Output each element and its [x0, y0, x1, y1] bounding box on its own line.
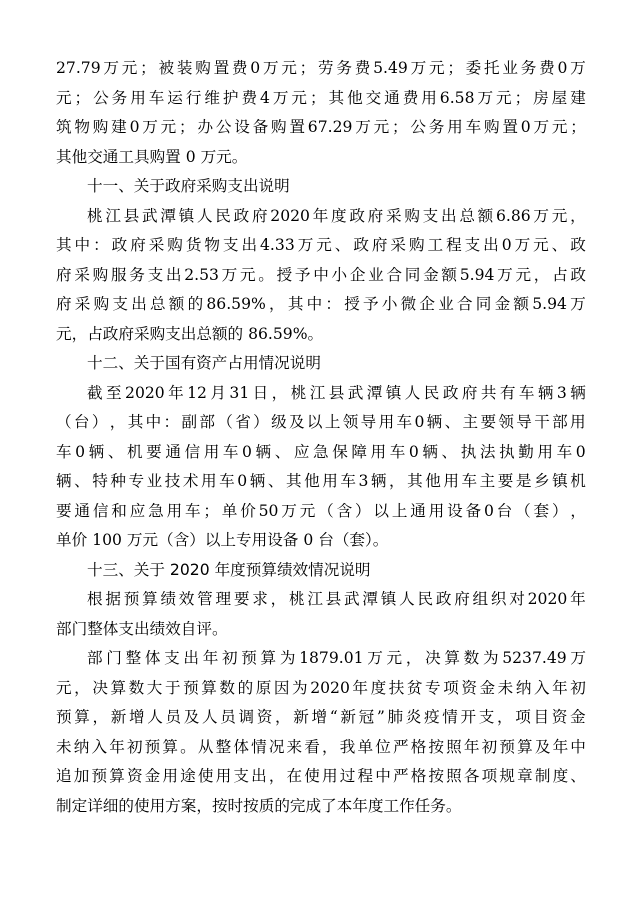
paragraph-line: 辆 、 特 种 专 业 技 术 用 车 0 辆 、 其 他 用 车 3 辆 ， 其 他 用 车 主 要 是 乡 镇 机: [56, 472, 586, 490]
paragraph-line: 部 门 整 体 支 出 年 初 预 算 为 1879.01 万 元 ， 决 算 数 为 5237.49 万: [87, 649, 586, 667]
paragraph-line: 车 0 辆 、 机 要 通 信 用 车 0 辆 、 应 急 保 障 用 车 0 辆 、 执 法 执 勤 用 车 0: [56, 442, 586, 461]
paragraph-line: 追 加 预 算 资 金 用 途 使 用 支 出 ， 在 使 用 过 程 中 严 格 按 照 各 项 规 章 制 度 、: [56, 767, 586, 785]
paragraph-line: 27.79 万 元 ； 被 装 购 置 费 0 万 元 ； 劳 务 费 5.49 万 元 ； 委 托 业 务 费 0 万: [56, 59, 586, 77]
paragraph-line: 未 纳 入 年 初 预 算 。 从 整 体 情 况 来 看 ， 我 单 位 严 格 按 照 年 初 预 算 及 年 中: [56, 737, 586, 756]
paragraph-line: 部门整体支出绩效自评。: [56, 619, 228, 638]
paragraph-line: 元，占政府采购支出总额的 86.59%。: [56, 324, 324, 343]
paragraph-line: 其 中 ： 政 府 采 购 货 物 支 出 4.33 万 元 、 政 府 采 购 工 程 支 出 0 万 元 、 政: [56, 236, 586, 254]
paragraph-line: 其他交通工具购置 0 万元。: [56, 147, 248, 166]
paragraph-line: 筑 物 购 建 0 万 元 ； 办 公 设 备 购 置 67.29 万 元 ； 公 务 用 车 购 置 0 万 元 ；: [56, 118, 586, 136]
section-heading: 十三、关于 2020 年度预算绩效情况说明: [87, 560, 371, 579]
paragraph-line: 要 通 信 和 应 急 用 车 ； 单 价 50 万 元 （ 含 ） 以 上 通 用 设 备 0 台 （ 套 ） ，: [56, 501, 586, 520]
section-heading: 十二、关于国有资产占用情况说明: [87, 354, 321, 372]
paragraph-line: 元 ； 公 务 用 车 运 行 维 护 费 4 万 元 ； 其 他 交 通 费 用 6.58 万 元 ； 房 屋 建: [56, 88, 586, 107]
paragraph-line: 元 ， 决 算 数 大 于 预 算 数 的 原 因 为 2020 年 度 扶 贫 专 项 资 金 未 纳 入 年 初: [56, 678, 586, 697]
paragraph-line: 截 至 2020 年 12 月 31 日 ， 桃 江 县 武 潭 镇 人 民 政 府 共 有 车 辆 3 辆: [87, 383, 586, 402]
paragraph-line: 桃 江 县 武 潭 镇 人 民 政 府 2020 年 度 政 府 采 购 支 出 总 额 6.86 万 元 ，: [87, 206, 586, 225]
document-body: [56, 54, 586, 821]
paragraph-line: 根 据 预 算 绩 效 管 理 要 求 ， 桃 江 县 武 潭 镇 人 民 政 府 组 织 对 2020 年: [87, 590, 586, 608]
paragraph-line: 制定详细的使用方案，按时按质的完成了本年度工作任务。: [56, 796, 462, 815]
paragraph-line: 单价 100 万元（含）以上专用设备 0 台（套）。: [56, 531, 389, 549]
paragraph-line: 预 算 ， 新 增 人 员 及 人 员 调 资 ， 新 增 “ 新 冠 ” 肺 炎 疫 情 开 支 ， 项 目 资 金: [56, 708, 586, 726]
paragraph-line: （ 台 ） ， 其 中 ： 副 部 （ 省 ） 级 及 以 上 领 导 用 车 0 辆 、 主 要 领 导 干 部 用: [56, 413, 586, 431]
section-heading: 十一、关于政府采购支出说明: [87, 177, 290, 195]
paragraph-line: 府 采 购 服 务 支 出 2.53 万 元 。 授 予 中 小 企 业 合 同 金 额 5.94 万 元 ， 占 政: [56, 265, 586, 284]
paragraph-line: 府 采 购 支 出 总 额 的 86.59% ， 其 中 ： 授 予 小 微 企 业 合 同 金 额 5.94 万: [56, 295, 586, 313]
